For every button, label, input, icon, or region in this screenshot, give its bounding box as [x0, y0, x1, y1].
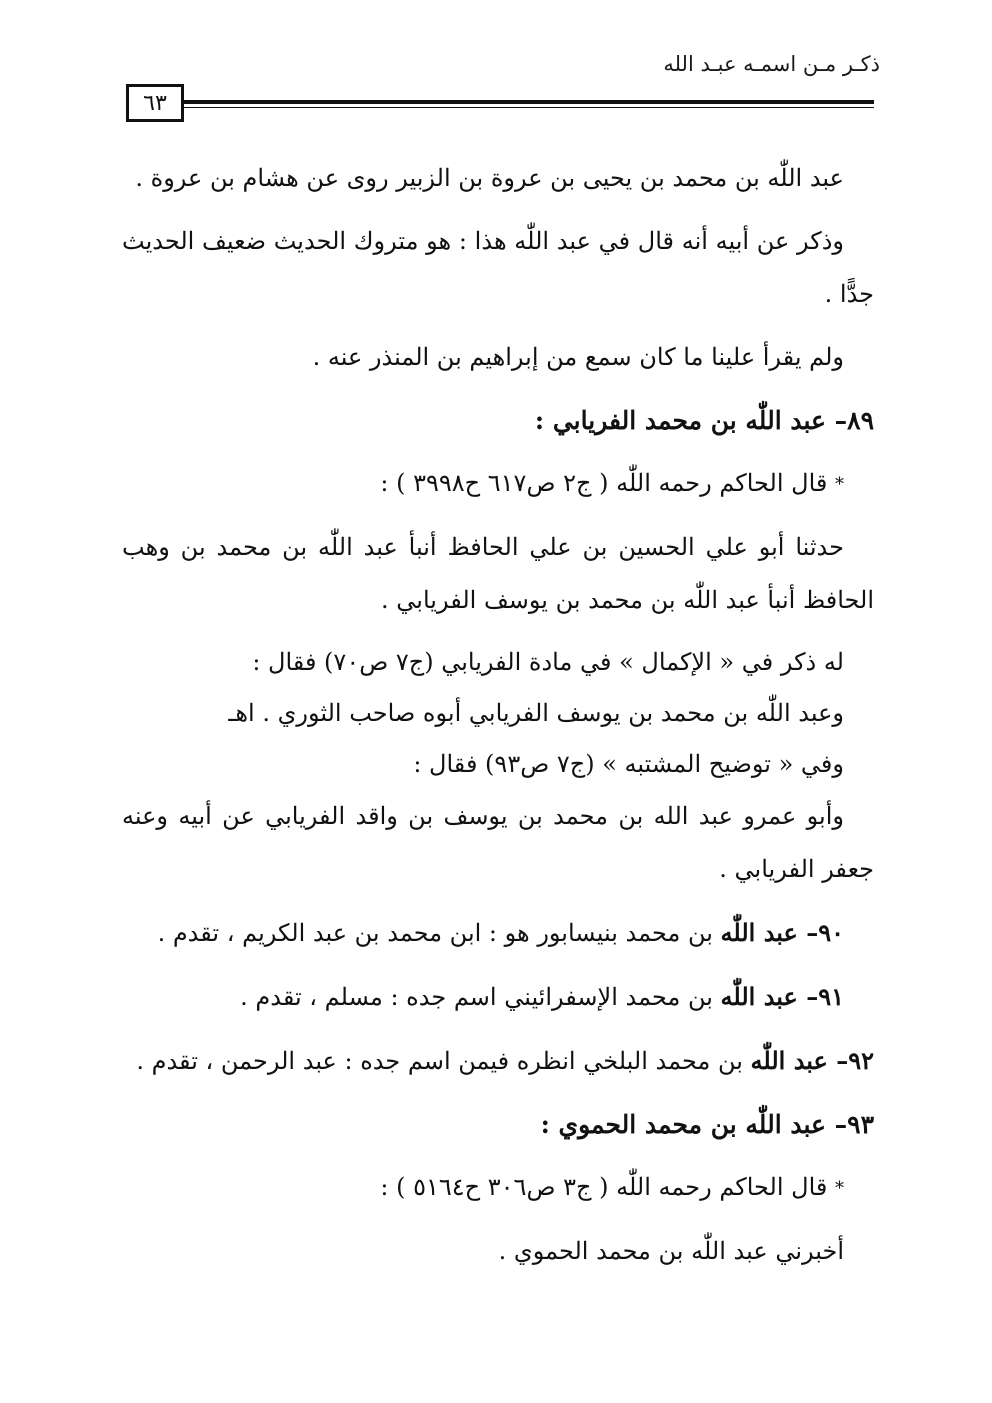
- citation-line: [122, 457, 874, 511]
- paragraph: ولم يقرأ علينا ما كان سمع من إبراهيم بن المنذر عنه .: [312, 343, 844, 371]
- header-rule-thin: [184, 107, 874, 108]
- entry-92: [122, 1034, 874, 1088]
- entry-90: [122, 906, 874, 960]
- entry-number: ٩٢– عبد اللّٰه: [750, 1046, 874, 1075]
- citation-line: [122, 1161, 874, 1215]
- entry-text: بن محمد الإسفرائيني اسم جده : مسلم ، تقدم .: [240, 983, 713, 1011]
- citation-text: قال الحاكم رحمه اللّٰه ( ج٢ ص٦١٧ ح٣٩٩٨ ) :: [380, 469, 828, 497]
- paragraph: وذكر عن أبيه أنه قال في عبد اللّٰه هذا : هو متروك الحديث ضعيف الحديث جدًّا .: [122, 227, 874, 308]
- entry-heading-89: ٨٩– عبد اللّٰه بن محمد الفريابي :: [534, 406, 874, 435]
- paragraph: حدثنا أبو علي الحسين بن علي الحافظ أنبأ عبد اللّٰه بن محمد بن وهب الحافظ أنبأ عبد اللّٰه بن محمد بن يوسف الفريابي .: [122, 533, 874, 614]
- running-header: ذكـر مـن اسمـه عبـد الله: [663, 52, 880, 76]
- entry-text: بن محمد بنيسابور هو : ابن محمد بن عبد الكريم ، تقدم .: [157, 919, 713, 947]
- entry-heading-93: ٩٣– عبد اللّٰه بن محمد الحموي :: [540, 1110, 874, 1139]
- footnote-line: وعبد اللّٰه بن محمد بن يوسف الفريابي أبوه صاحب الثوري . اهـ: [228, 699, 844, 727]
- asterisk-marker: *: [835, 474, 844, 495]
- paragraph: عبد اللّٰه بن محمد بن يحيى بن عروة بن الزبير روى عن هشام بن عروة .: [135, 164, 844, 192]
- page-body: [122, 152, 874, 1288]
- page-number: ٦٣: [126, 84, 184, 122]
- footnote-line: وفي « توضيح المشتبه » (ج٧ ص٩٣) فقال :: [413, 750, 844, 778]
- paragraph: وأبو عمرو عبد الله بن محمد بن يوسف بن واقد الفريابي عن أبيه وعنه جعفر الفريابي .: [122, 802, 874, 883]
- entry-text: بن محمد البلخي انظره فيمن اسم جده : عبد الرحمن ، تقدم .: [136, 1047, 743, 1075]
- entry-number: ٩١– عبد اللّٰه: [720, 982, 844, 1011]
- asterisk-marker: *: [835, 1178, 844, 1199]
- paragraph: أخبرني عبد اللّٰه بن محمد الحموي .: [498, 1237, 844, 1265]
- entry-number: ٩٠– عبد اللّٰه: [720, 918, 844, 947]
- citation-text: قال الحاكم رحمه اللّٰه ( ج٣ ص٣٠٦ ح٥١٦٤ ) :: [380, 1173, 828, 1201]
- footnote-line: له ذكر في « الإكمال » في مادة الفريابي (ج٧ ص٧٠) فقال :: [252, 648, 844, 676]
- header-rule: [184, 100, 874, 104]
- entry-91: [122, 970, 874, 1024]
